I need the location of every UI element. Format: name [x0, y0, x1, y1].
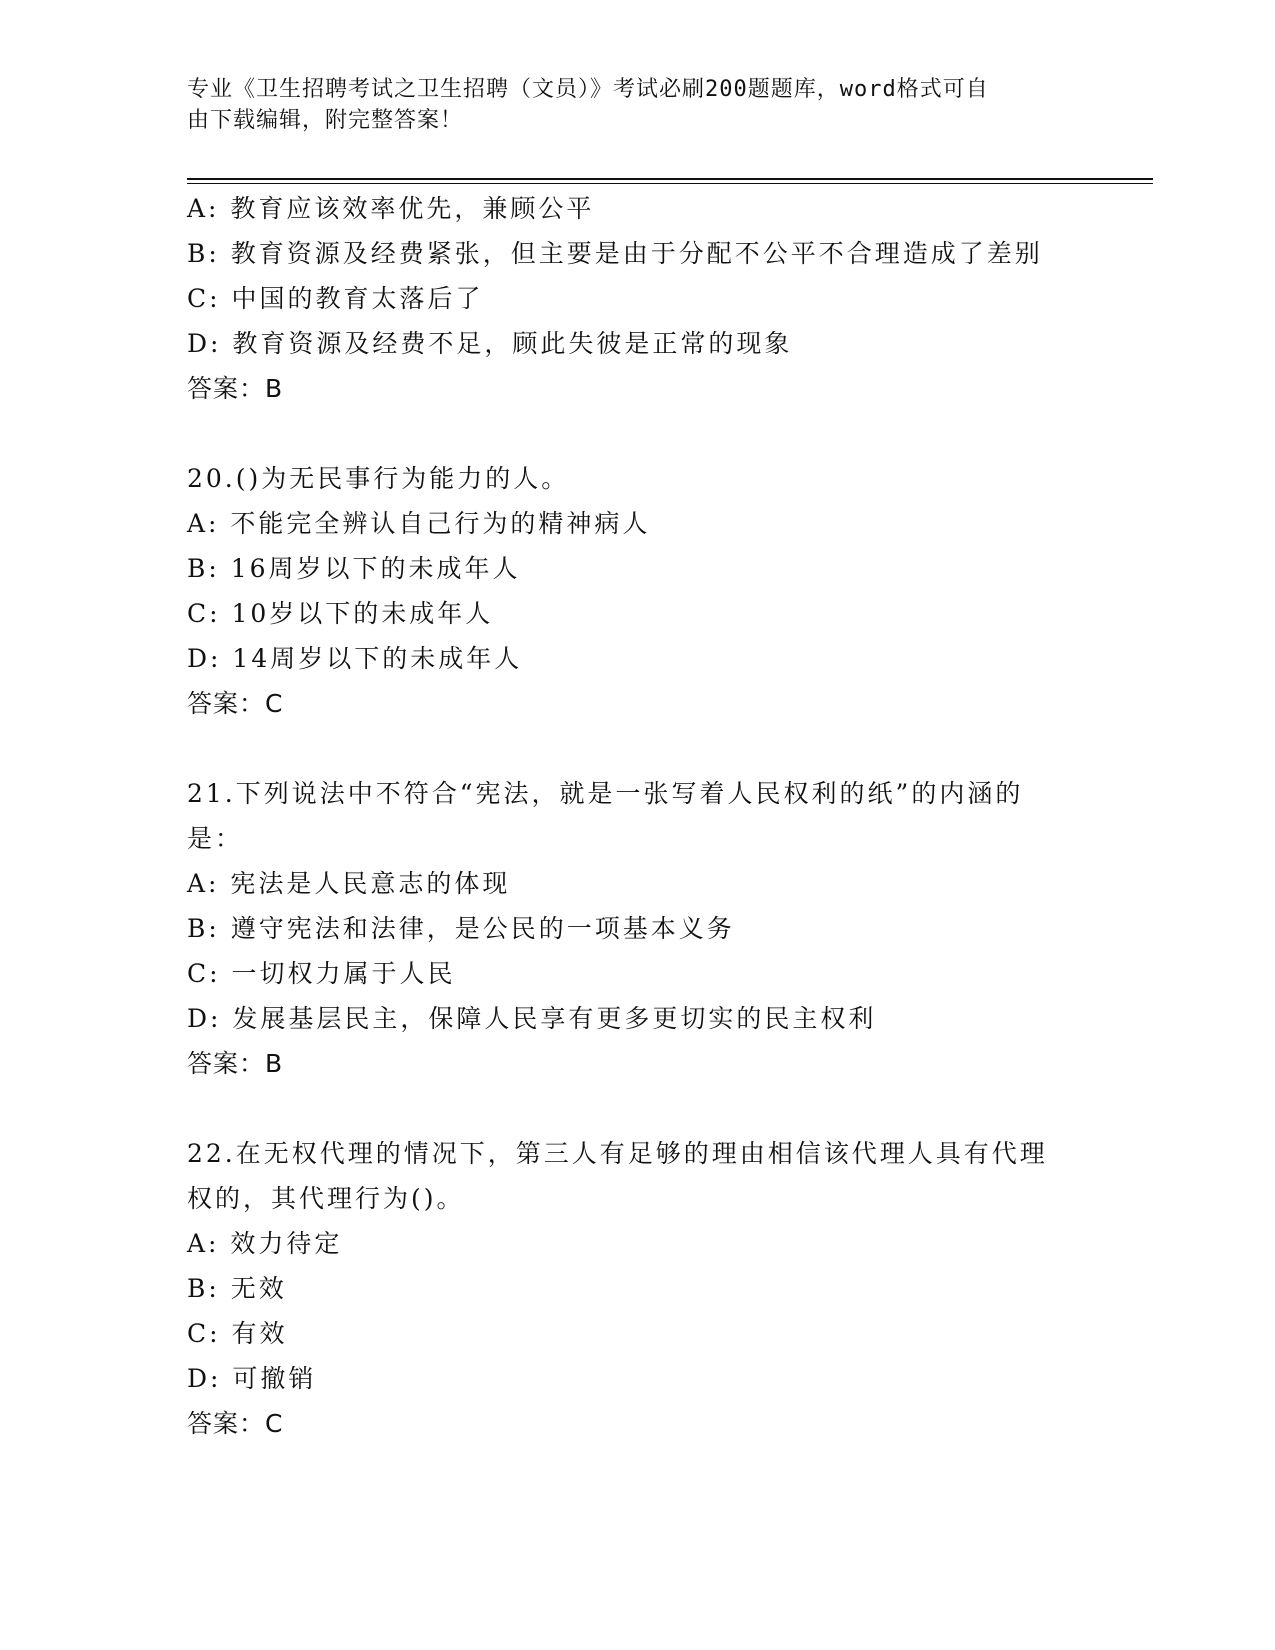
answer-line: 答案：C	[187, 1409, 284, 1438]
option-a: A: 效力待定	[187, 1229, 343, 1258]
question-20	[187, 456, 1087, 726]
header-divider-thick	[187, 178, 1153, 180]
header-title-line-2: 由下载编辑，附完整答案！	[187, 108, 464, 133]
spacer	[187, 1086, 1087, 1131]
option-a: A: 宪法是人民意志的体现	[187, 869, 511, 898]
option-b: B: 无效	[187, 1274, 287, 1303]
header-divider-thin	[187, 183, 1153, 184]
answer-line: 答案：C	[187, 689, 284, 718]
question-21	[187, 771, 1087, 1086]
spacer	[187, 726, 1087, 771]
question-list	[187, 186, 1087, 1446]
option-c: C: 一切权力属于人民	[187, 959, 456, 988]
question-stem-line-2: 是：	[187, 824, 244, 853]
document-header	[187, 74, 1067, 136]
option-d: D: 14周岁以下的未成年人	[187, 644, 523, 673]
option-a: A: 教育应该效率优先，兼顾公平	[187, 194, 595, 223]
question-stem: 20.()为无民事行为能力的人。	[187, 464, 570, 493]
question-19	[187, 186, 1087, 411]
option-d: D: 教育资源及经费不足，顾此失彼是正常的现象	[187, 329, 793, 358]
option-b: B: 教育资源及经费紧张，但主要是由于分配不公平不合理造成了差别	[187, 239, 1043, 268]
header-title-line-1: 专业《卫生招聘考试之卫生招聘（文员）》考试必刷200题题库，word格式可自	[187, 77, 989, 102]
question-stem-line-1: 21.下列说法中不符合“宪法，就是一张写着人民权利的纸”的内涵的	[187, 779, 1024, 808]
option-b: B: 16周岁以下的未成年人	[187, 554, 521, 583]
question-stem-line-1: 22.在无权代理的情况下，第三人有足够的理由相信该代理人具有代理	[187, 1139, 1048, 1168]
question-22	[187, 1131, 1087, 1446]
option-a: A: 不能完全辨认自己行为的精神病人	[187, 509, 651, 538]
option-c: C: 中国的教育太落后了	[187, 284, 484, 313]
answer-line: 答案：B	[187, 374, 284, 403]
option-b: B: 遵守宪法和法律，是公民的一项基本义务	[187, 914, 735, 943]
question-stem-line-2: 权的，其代理行为()。	[187, 1184, 465, 1213]
option-d: D: 发展基层民主，保障人民享有更多更切实的民主权利	[187, 1004, 877, 1033]
option-d: D: 可撤销	[187, 1364, 317, 1393]
spacer	[187, 411, 1087, 456]
answer-line: 答案：B	[187, 1049, 284, 1078]
option-c: C: 有效	[187, 1319, 288, 1348]
option-c: C: 10岁以下的未成年人	[187, 599, 494, 628]
